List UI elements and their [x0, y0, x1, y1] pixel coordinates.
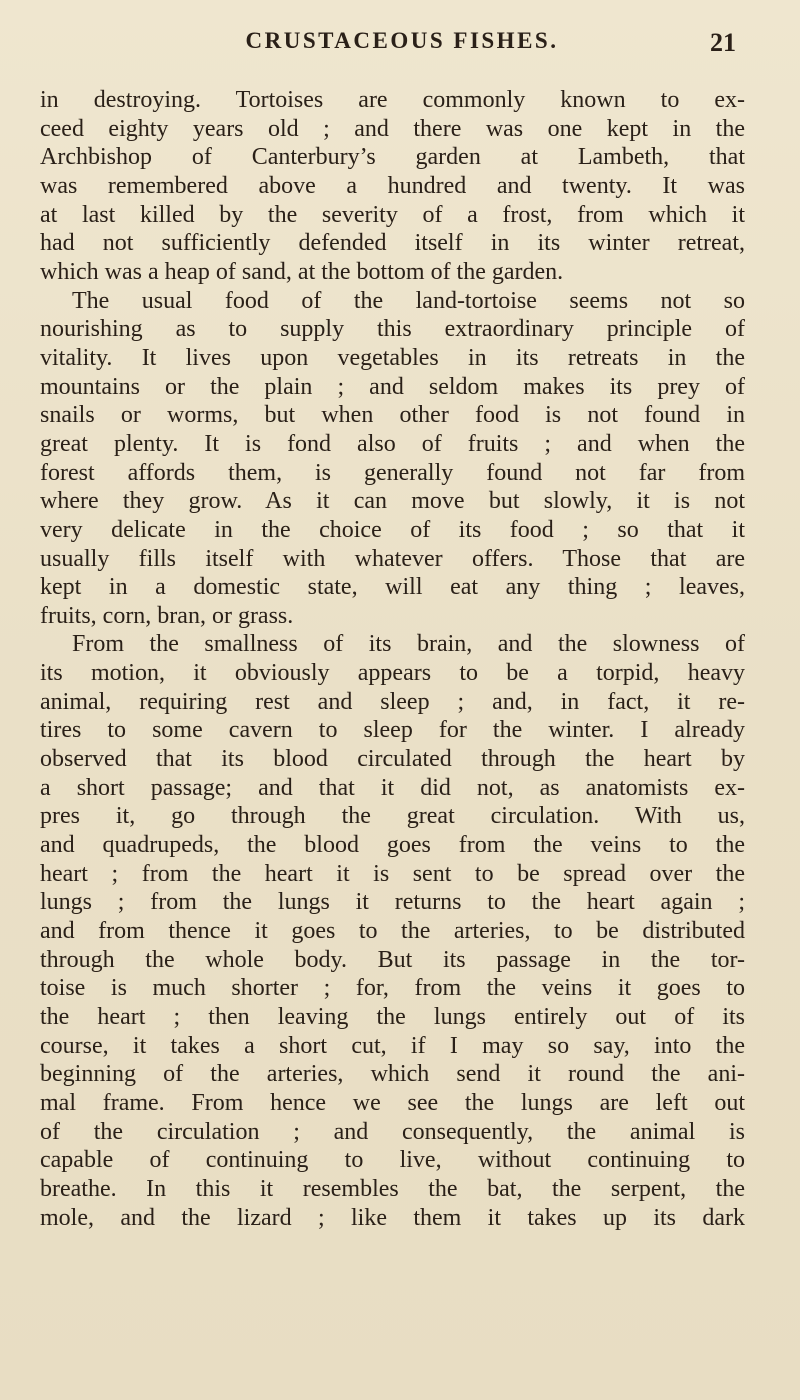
text-line: very delicate in the choice of its food ; so that it	[40, 516, 745, 543]
text-line: had not sufficiently defended itself in its winter retreat,	[40, 230, 745, 257]
text-line: Archbishop of Canterbury’s garden at Lambeth, that	[40, 144, 745, 171]
text-line: usually fills itself with whatever offers. Those that are	[40, 545, 745, 572]
text-line: heart ; from the heart it is sent to be spread over the	[40, 860, 745, 887]
text-line: forest affords them, is generally found not far from	[40, 459, 745, 486]
text-line: of the circulation ; and consequently, the animal is	[40, 1118, 745, 1145]
text-line: capable of continuing to live, without continuing to	[40, 1147, 745, 1174]
page-header	[68, 28, 736, 64]
text-line: through the whole body. But its passage in the tor-	[40, 946, 745, 973]
text-line: vitality. It lives upon vegetables in its retreats in the	[40, 344, 745, 371]
text-line: ceed eighty years old ; and there was one kept in the	[40, 115, 745, 142]
text-line: observed that its blood circulated through the heart by	[40, 746, 745, 773]
text-line: in destroying. Tortoises are commonly known to ex-	[40, 87, 745, 113]
text-line: and quadrupeds, the blood goes from the veins to the	[40, 832, 745, 859]
text-line: mountains or the plain ; and seldom makes its prey of	[40, 373, 745, 400]
text-line: a short passage; and that it did not, as anatomists ex-	[40, 774, 745, 801]
page-number: 21	[710, 28, 736, 57]
text-line: pres it, go through the great circulation. With us,	[40, 803, 745, 830]
text-line: nourishing as to supply this extraordinary principle of	[40, 316, 745, 343]
text-line: mole, and the lizard ; like them it takes up its dark	[40, 1204, 745, 1231]
text-line: which was a heap of sand, at the bottom of the garden.	[40, 258, 564, 285]
text-line: animal, requiring rest and sleep ; and, in fact, it re-	[40, 688, 745, 715]
text-line: and from thence it goes to the arteries, to be distributed	[40, 918, 745, 945]
text-line: toise is much shorter ; for, from the veins it goes to	[40, 975, 745, 1002]
paragraph-start-line: The usual food of the land-tortoise seems not so	[72, 287, 745, 314]
text-line: breathe. In this it resembles the bat, the serpent, the	[40, 1175, 745, 1202]
text-line: great plenty. It is fond also of fruits ; and when the	[40, 430, 745, 457]
text-line: lungs ; from the lungs it returns to the heart again ;	[40, 889, 745, 916]
text-line: tires to some cavern to sleep for the winter. I already	[40, 717, 745, 744]
text-line: course, it takes a short cut, if I may so say, into the	[40, 1032, 745, 1059]
paragraph-start-line: From the smallness of its brain, and the slowness of	[72, 631, 745, 658]
text-line: the heart ; then leaving the lungs entirely out of its	[40, 1004, 745, 1030]
body-text	[40, 86, 745, 1232]
running-head: CRUSTACEOUS FISHES.	[245, 28, 559, 53]
text-line: where they grow. As it can move but slowly, it is not	[40, 488, 745, 515]
text-line: its motion, it obviously appears to be a torpid, heavy	[40, 660, 745, 687]
text-line: beginning of the arteries, which send it round the ani-	[40, 1061, 745, 1088]
text-line: fruits, corn, bran, or grass.	[40, 602, 294, 629]
text-line: snails or worms, but when other food is not found in	[40, 402, 745, 429]
text-line: at last killed by the severity of a frost, from which it	[40, 201, 745, 228]
text-line: kept in a domestic state, will eat any thing ; leaves,	[40, 574, 745, 601]
text-line: was remembered above a hundred and twenty. It was	[40, 172, 745, 199]
text-line: mal frame. From hence we see the lungs are left out	[40, 1089, 745, 1116]
